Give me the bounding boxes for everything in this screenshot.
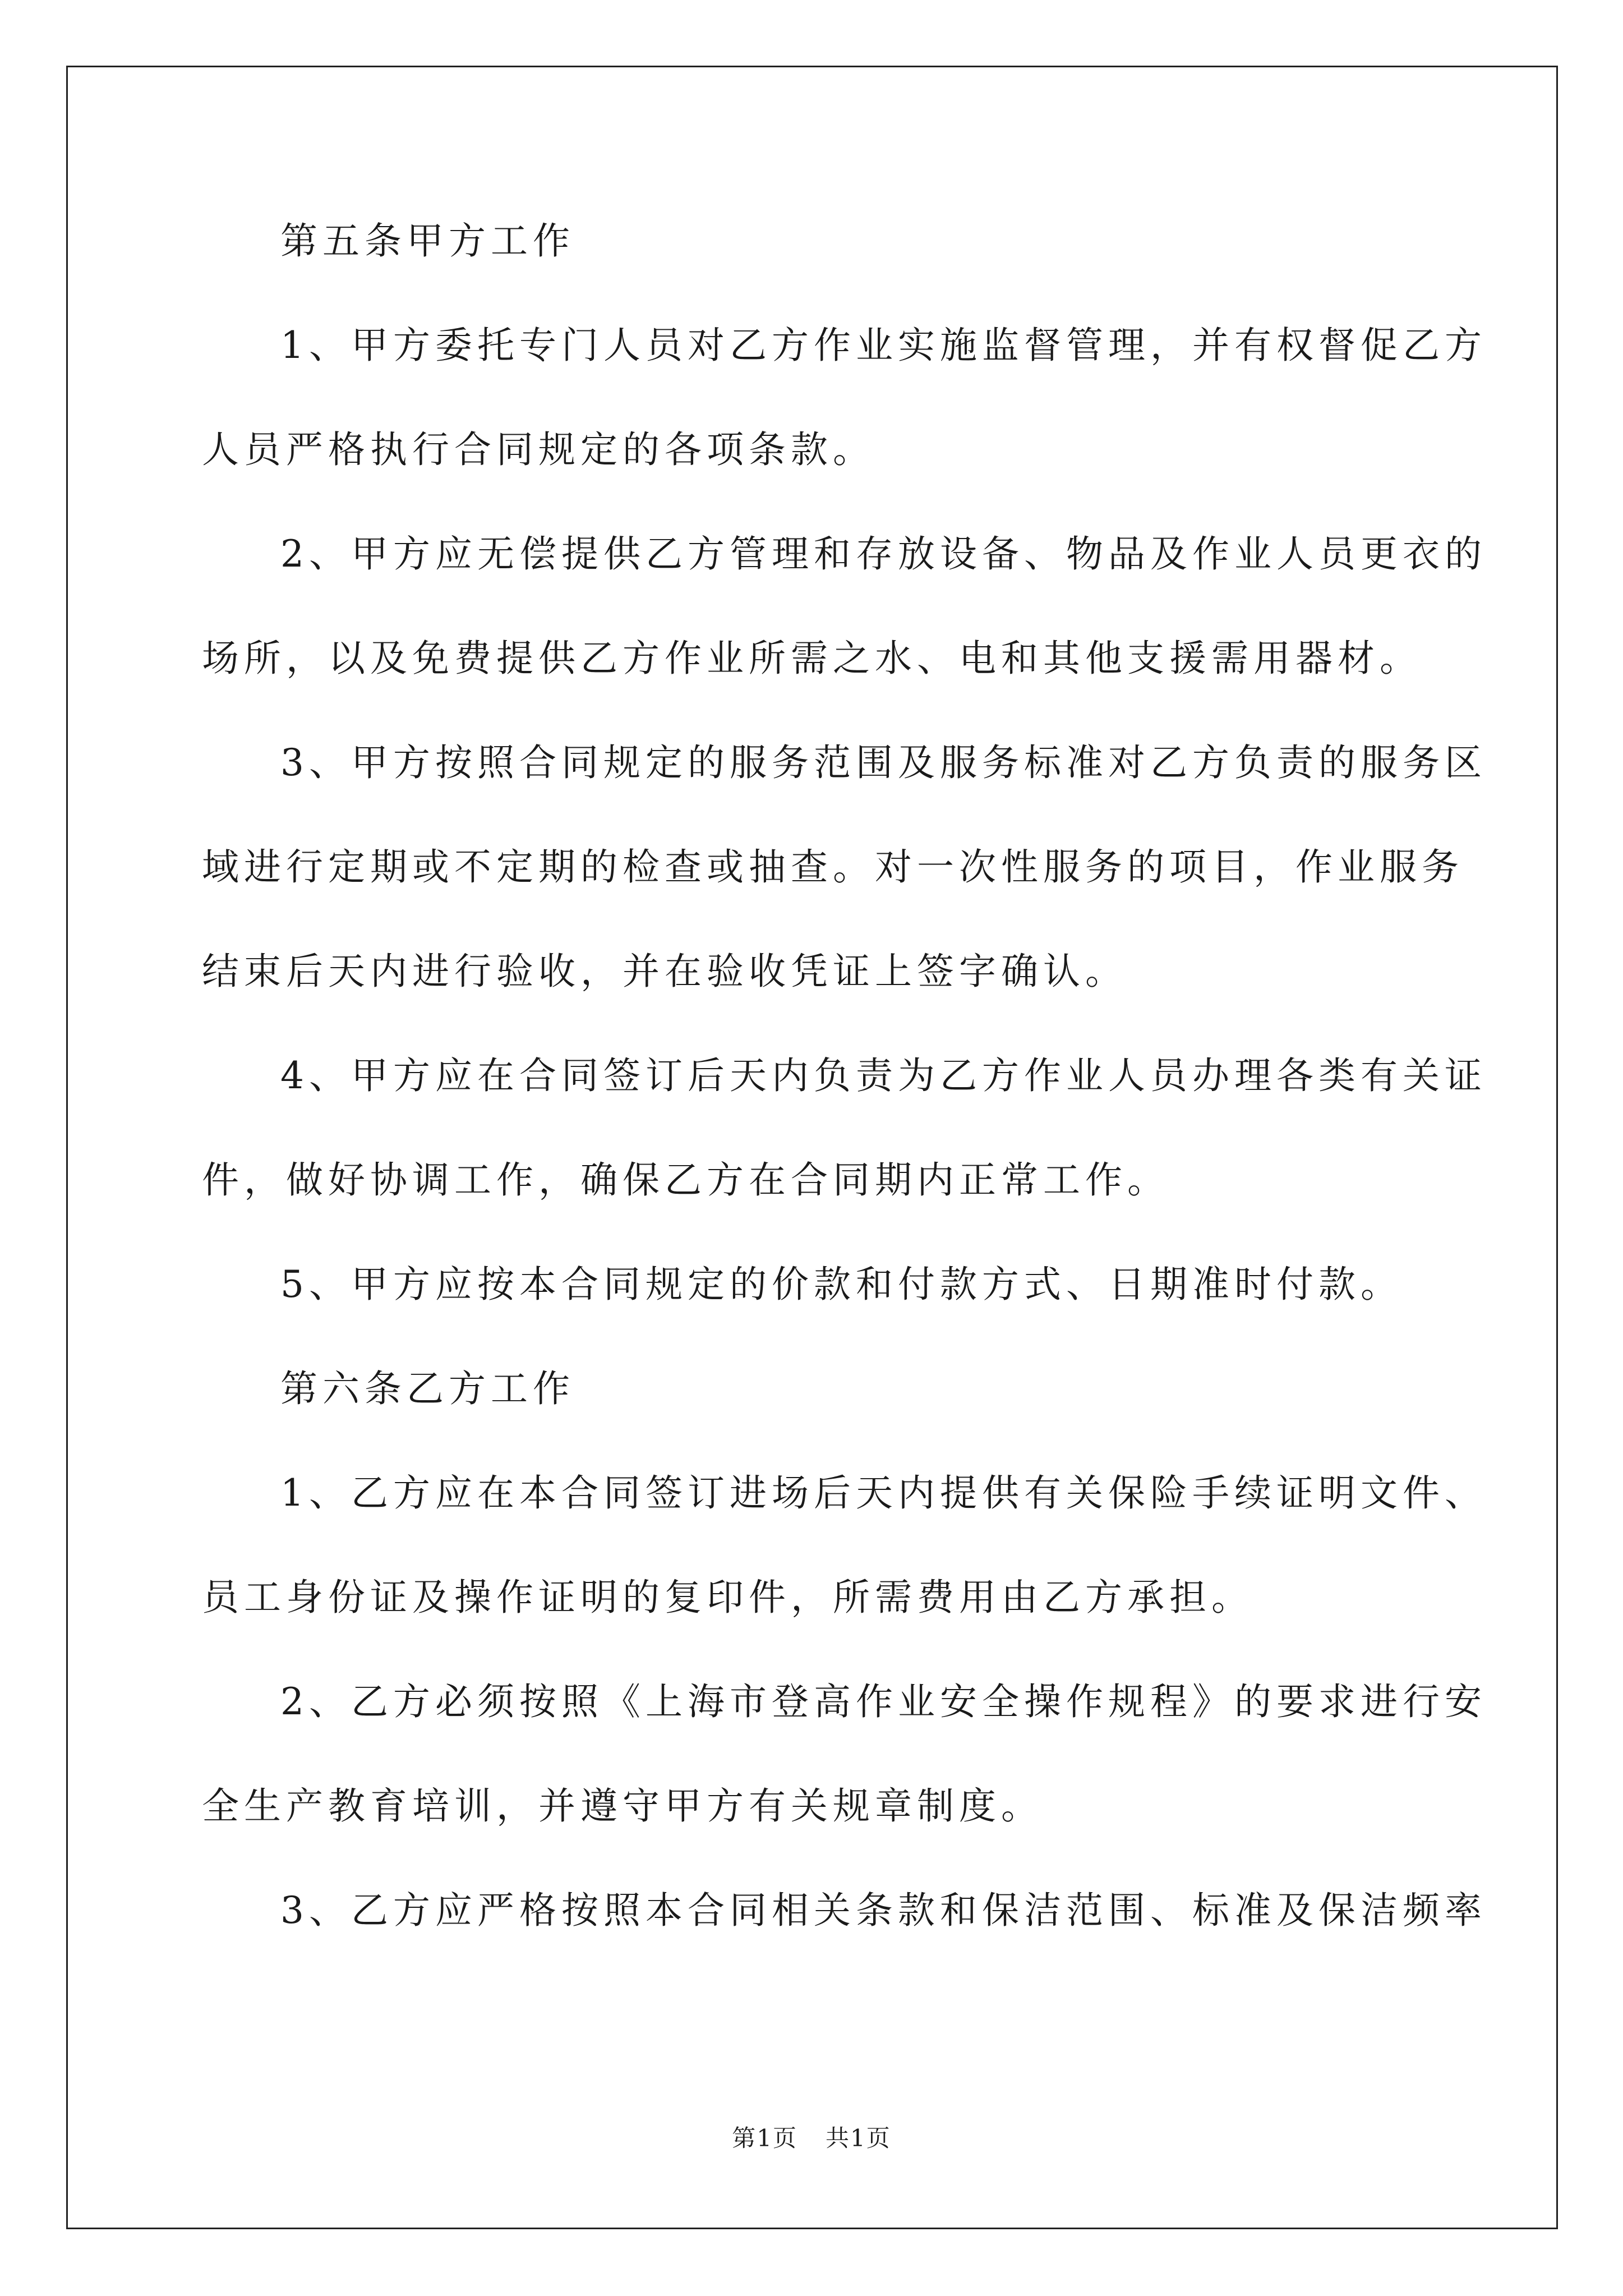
paragraph-line: 1、甲方委托专门人员对乙方作业实施监督管理，并有权督促乙方	[280, 324, 1487, 367]
paragraph-line: 3、甲方按照合同规定的服务范围及服务标准对乙方负责的服务区	[280, 741, 1487, 784]
paragraph-line: 5、甲方应按本合同规定的价款和付款方式、日期准时付款。	[280, 1263, 1403, 1306]
paragraph-line: 2、甲方应无偿提供乙方管理和存放设备、物品及作业人员更衣的	[280, 532, 1487, 576]
paragraph-line: 结束后天内进行验收，并在验收凭证上签字确认。	[202, 950, 1127, 993]
paragraph-line: 件，做好协调工作，确保乙方在合同期内正常工作。	[202, 1158, 1169, 1202]
paragraph-line: 4、甲方应在合同签订后天内负责为乙方作业人员办理各类有关证	[280, 1054, 1487, 1097]
document-body	[202, 213, 1487, 1987]
section-heading: 第六条乙方工作	[280, 1367, 575, 1410]
paragraph-line: 域进行定期或不定期的检查或抽查。对一次性服务的项目，作业服务	[202, 845, 1464, 889]
paragraph-line: 场所，以及免费提供乙方作业所需之水、电和其他支援需用器材。	[202, 637, 1422, 680]
paragraph-line: 员工身份证及操作证明的复印件，所需费用由乙方承担。	[202, 1576, 1253, 1619]
paragraph-line: 1、乙方应在本合同签订进场后天内提供有关保险手续证明文件、	[280, 1471, 1487, 1515]
paragraph-line: 3、乙方应严格按照本合同相关条款和保洁范围、标准及保洁频率	[280, 1889, 1487, 1932]
page-footer	[0, 2122, 1623, 2155]
paragraph-line: 人员严格执行合同规定的各项条款。	[202, 428, 875, 471]
paragraph-line: 2、乙方必须按照《上海市登高作业安全操作规程》的要求进行安	[280, 1680, 1487, 1723]
paragraph-line: 全生产教育培训，并遵守甲方有关规章制度。	[202, 1784, 1043, 1828]
page-total: 共1页	[826, 2124, 891, 2152]
section-heading: 第五条甲方工作	[280, 219, 575, 263]
page-number: 第1页	[732, 2124, 797, 2152]
